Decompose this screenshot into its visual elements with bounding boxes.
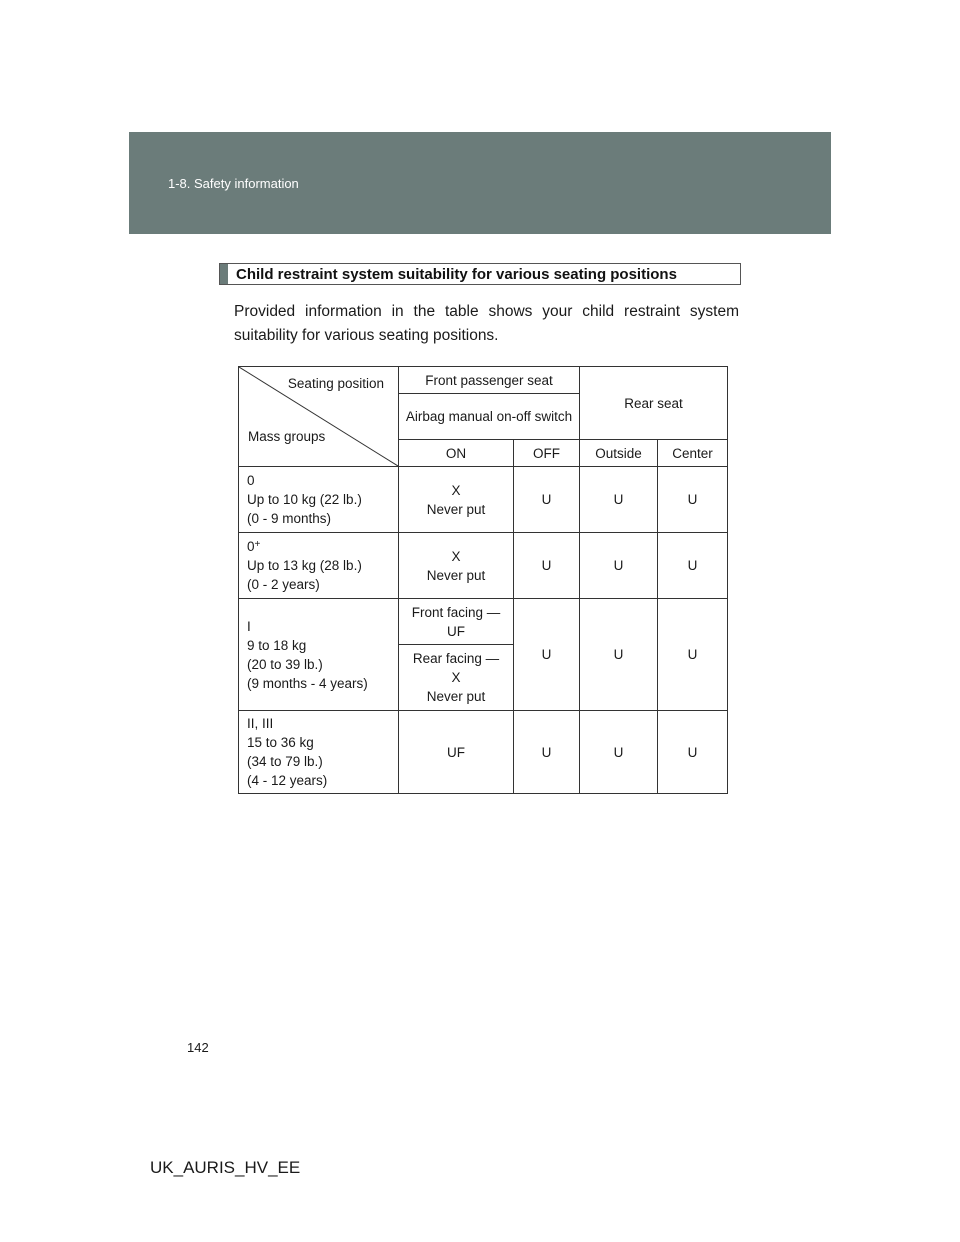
mass-group-cell (239, 467, 399, 533)
group-weight: Up to 10 kg (22 lb.) (247, 492, 362, 507)
section-title-text: Child restraint system suitability for various seating positions (236, 265, 677, 283)
group-weight-lb: (34 to 79 lb.) (247, 754, 323, 769)
rear-facing-cell (399, 645, 514, 711)
mass-group-cell (239, 599, 399, 711)
front-facing-cell (399, 599, 514, 645)
group-weight: 9 to 18 kg (247, 637, 307, 653)
group-name: 0+ (247, 539, 261, 554)
rear-outside-cell: U (580, 533, 658, 599)
corner-header-cell (239, 367, 399, 467)
rear-facing-label: Rear facing — (412, 651, 500, 666)
section-title (219, 263, 741, 285)
front-passenger-seat-header: Front passenger seat (399, 367, 580, 394)
table-row (239, 533, 728, 599)
rear-outside-cell: U (580, 599, 658, 711)
footer-code: UK_AURIS_HV_EE (150, 1158, 301, 1177)
intro-paragraph: Provided information in the table shows your child restraint system suitability for various seating positions. (234, 303, 739, 344)
rear-center-cell: U (658, 533, 728, 599)
table-row (239, 467, 728, 533)
rear-center-cell: U (658, 711, 728, 794)
table-row (239, 711, 728, 794)
group-age: (0 - 9 months) (247, 511, 332, 526)
front-off-cell: U (514, 711, 580, 794)
rear-center-cell: U (658, 467, 728, 533)
group-age: (4 - 12 years) (247, 773, 328, 788)
front-off-cell: U (514, 599, 580, 711)
group-name: 0 (247, 473, 255, 488)
seating-position-label: Seating position (287, 376, 384, 391)
sub-header-outside: Outside (580, 440, 658, 467)
never-put-text: Never put (426, 567, 486, 583)
mark-x: X (451, 548, 461, 564)
never-put-text: Never put (426, 501, 486, 517)
sub-header-off: OFF (514, 440, 580, 467)
group-name: I (247, 618, 251, 634)
mark-uf: UF (447, 623, 465, 639)
rear-center-cell: U (658, 599, 728, 711)
front-on-cell (399, 533, 514, 599)
sub-header-on: ON (399, 440, 514, 467)
rear-outside-cell: U (580, 711, 658, 794)
mass-group-cell (239, 533, 399, 599)
mass-groups-label: Mass groups (248, 429, 326, 444)
group-weight: 15 to 36 kg (247, 735, 314, 750)
group-age: (0 - 2 years) (247, 577, 320, 592)
mark-x: X (451, 670, 461, 685)
airbag-switch-header: Airbag manual on-off switch (399, 394, 580, 440)
group-name: II, III (247, 716, 274, 731)
front-off-cell: U (514, 533, 580, 599)
group-weight-lb: (20 to 39 lb.) (247, 656, 323, 672)
mass-group-cell (239, 711, 399, 794)
rear-seat-header: Rear seat (580, 367, 728, 440)
front-on-cell: UF (399, 711, 514, 794)
sub-header-center: Center (658, 440, 728, 467)
section-breadcrumb: 1-8. Safety information (168, 176, 299, 191)
front-off-cell: U (514, 467, 580, 533)
header-row-1 (239, 367, 728, 394)
rear-outside-cell: U (580, 467, 658, 533)
front-facing-label: Front facing — (411, 604, 501, 620)
suitability-table (238, 366, 728, 794)
header-band (129, 132, 831, 234)
table-row (239, 599, 728, 645)
front-on-cell (399, 467, 514, 533)
never-put-text: Never put (426, 689, 486, 704)
section-title-bar (220, 264, 228, 284)
group-weight: Up to 13 kg (28 lb.) (247, 558, 362, 573)
mark-x: X (451, 482, 461, 498)
page-number: 142 (187, 1040, 209, 1055)
group-age: (9 months - 4 years) (247, 675, 368, 691)
